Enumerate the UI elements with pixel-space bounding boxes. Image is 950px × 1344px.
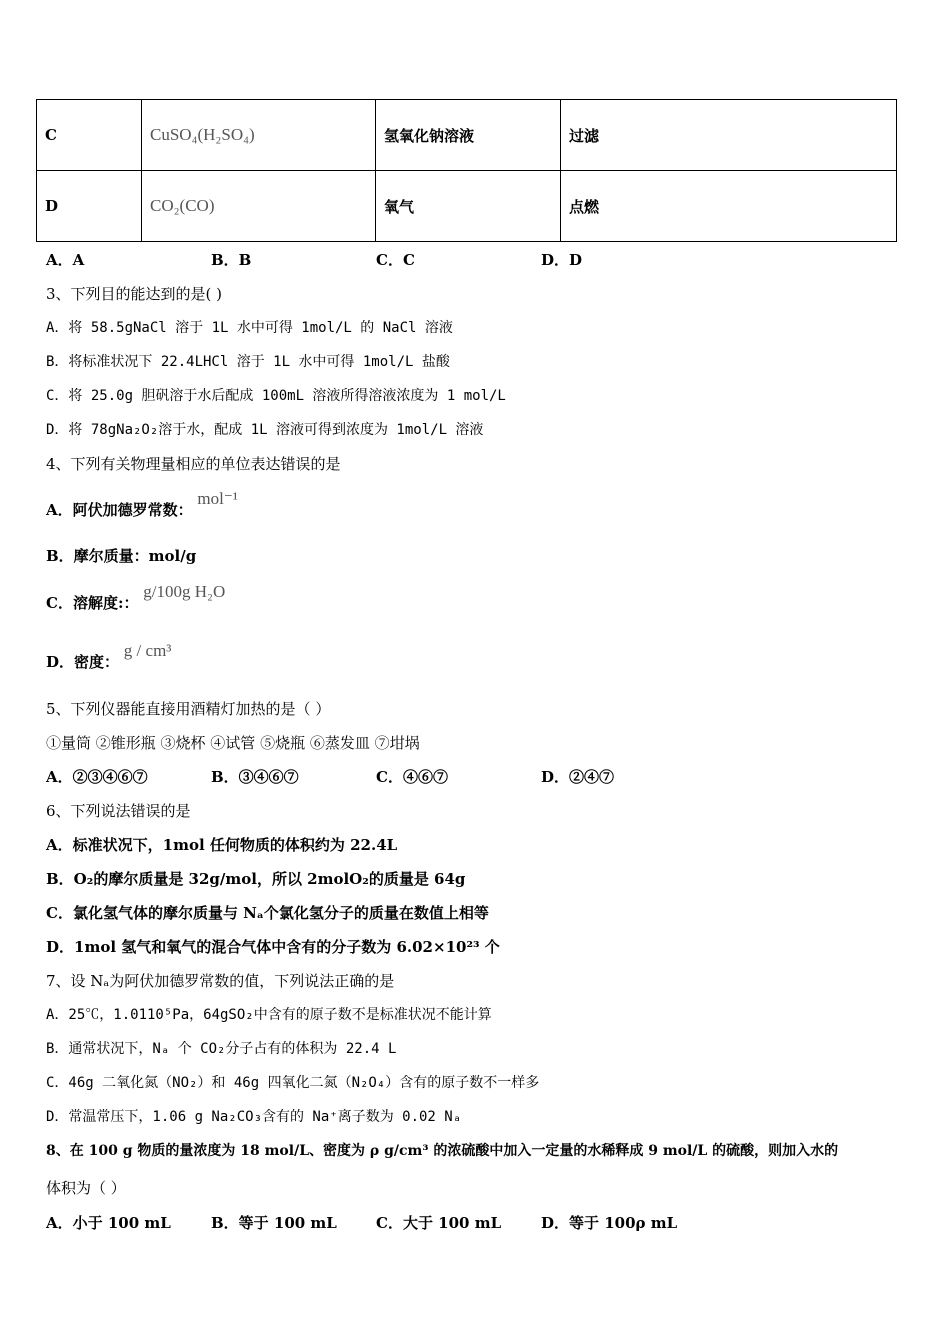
q6-option-d[interactable]: D．1mol 氢气和氧气的混合气体中含有的分子数为 6.02×10²³ 个	[46, 938, 500, 956]
table-row	[37, 100, 897, 171]
q7-stem: 7、设 Nₐ为阿伏加德罗常数的值，下列说法正确的是	[46, 972, 395, 990]
q4-option-a[interactable]	[46, 489, 238, 520]
row-reagent: 氧气	[376, 171, 561, 242]
row-label: D	[37, 171, 142, 242]
options-table	[36, 99, 897, 242]
q4-c-label: C．溶解度:：	[46, 594, 139, 612]
option-d[interactable]: D．D	[541, 251, 583, 269]
row-label: C	[37, 100, 142, 171]
q4-option-d[interactable]	[46, 641, 172, 672]
option-c[interactable]: C．大于 100 mL	[376, 1214, 502, 1232]
q6-option-a[interactable]: A．标准状况下，1mol 任何物质的体积约为 22.4L	[46, 836, 398, 854]
row-method: 过滤	[561, 100, 897, 171]
q6-option-c[interactable]: C．氯化氢气体的摩尔质量与 Nₐ个氯化氢分子的质量在数值上相等	[46, 904, 489, 922]
q2-options	[0, 249, 950, 269]
table-row	[37, 171, 897, 242]
option-b[interactable]: B．③④⑥⑦	[211, 768, 299, 786]
q3-option-a[interactable]: A．将 58.5gNaCl 溶于 1L 水中可得 1mol/L 的 NaCl 溶液	[46, 320, 453, 336]
q3-option-c[interactable]: C．将 25.0g 胆矾溶于水后配成 100mL 溶液所得溶液浓度为 1 mol/L	[46, 388, 506, 404]
option-d[interactable]: D．等于 100ρ mL	[541, 1214, 678, 1232]
q6-stem: 6、下列说法错误的是	[46, 802, 191, 820]
option-a[interactable]: A．A	[46, 251, 85, 269]
q6-option-b[interactable]: B．O₂的摩尔质量是 32g/mol，所以 2molO₂的质量是 64g	[46, 870, 466, 888]
row-reagent: 氢氧化钠溶液	[376, 100, 561, 171]
q3-stem: 3、下列目的能达到的是( )	[46, 285, 223, 303]
q7-option-a[interactable]: A．25℃，1.0110⁵Pa，64gSO₂中含有的原子数不是标准状况不能计算	[46, 1007, 492, 1023]
q8-stem-line2: 体积为（ ）	[46, 1179, 126, 1197]
option-c[interactable]: C．④⑥⑦	[376, 768, 448, 786]
option-a[interactable]: A．小于 100 mL	[46, 1214, 171, 1232]
option-c[interactable]: C．C	[376, 251, 415, 269]
option-d[interactable]: D．②④⑦	[541, 768, 615, 786]
q3-option-b[interactable]: B．将标准状况下 22.4LHCl 溶于 1L 水中可得 1mol/L 盐酸	[46, 354, 450, 370]
row-formula: CuSO₄(H₂SO₄)	[142, 100, 376, 171]
row-method: 点燃	[561, 171, 897, 242]
q5-stem: 5、下列仪器能直接用酒精灯加热的是（ ）	[46, 700, 331, 718]
q8-stem-line1: 8、在 100 g 物质的量浓度为 18 mol/L、密度为 ρ g/cm³ 的浓硫酸中加入一定量的水稀释成 9 mol/L 的硫酸，则加入水的	[46, 1143, 839, 1159]
q4-option-c[interactable]	[46, 582, 226, 613]
q7-option-d[interactable]: D．常温常压下，1.06 g Na₂CO₃含有的 Na⁺离子数为 0.02 Nₐ	[46, 1109, 462, 1125]
q7-option-b[interactable]: B．通常状况下，Nₐ 个 CO₂分子占有的体积为 22.4 L	[46, 1041, 397, 1057]
q4-c-unit: g/100g H₂O	[143, 582, 226, 601]
q3-option-d[interactable]: D．将 78gNa₂O₂溶于水，配成 1L 溶液可得到浓度为 1mol/L 溶液	[46, 422, 484, 438]
q4-option-b[interactable]: B．摩尔质量：mol/g	[46, 547, 197, 565]
q8-options	[0, 1212, 950, 1232]
q4-d-label: D．密度：	[46, 653, 120, 671]
q4-a-unit: mol⁻¹	[197, 489, 238, 508]
q4-stem: 4、下列有关物理量相应的单位表达错误的是	[46, 455, 341, 473]
q4-a-label: A．阿伏加德罗常数：	[46, 501, 193, 519]
q4-d-unit: g / cm³	[123, 641, 172, 660]
option-b[interactable]: B．B	[211, 251, 252, 269]
q5-options	[0, 766, 950, 786]
option-b[interactable]: B．等于 100 mL	[211, 1214, 337, 1232]
q7-option-c[interactable]: C．46g 二氧化氮（NO₂）和 46g 四氧化二氮（N₂O₄）含有的原子数不一样多	[46, 1075, 540, 1091]
option-a[interactable]: A．②③④⑥⑦	[46, 768, 148, 786]
row-formula: CO₂(CO)	[142, 171, 376, 242]
q5-items: ①量筒 ②锥形瓶 ③烧杯 ④试管 ⑤烧瓶 ⑥蒸发皿 ⑦坩埚	[46, 734, 420, 752]
